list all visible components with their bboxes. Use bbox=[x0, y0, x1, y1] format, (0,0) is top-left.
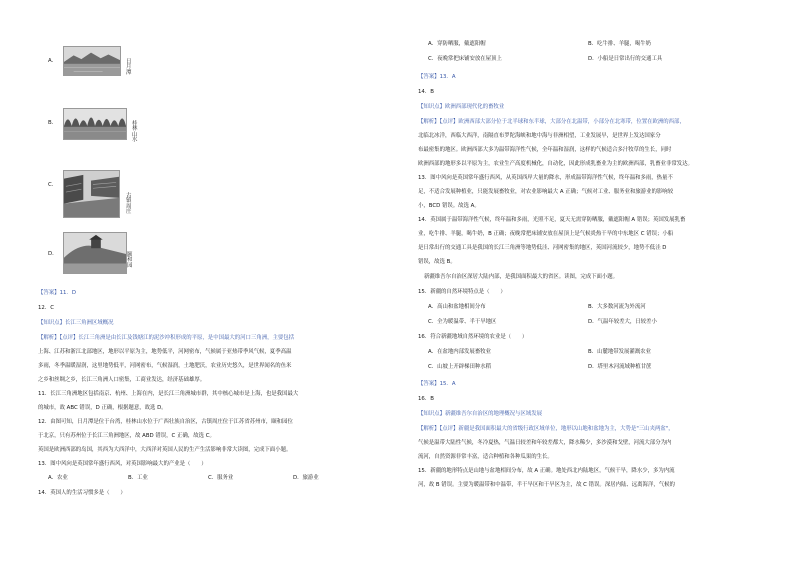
option-label: 日月潭 bbox=[126, 59, 132, 76]
question-14: 14．英国人的生活习惯多是（ ） bbox=[38, 490, 126, 496]
text-line: 小，BCD 错误。故选 A。 bbox=[418, 203, 480, 209]
knowledge-point-line: 【知识点】长江三角洲区域概况 bbox=[38, 320, 114, 326]
text-line: 14．英国属于温带海洋性气候，终年温和多雨，光照不足，夏天无需穿防晒服，戴遮阳帽 A 错误；英国发展乳畜 bbox=[418, 217, 686, 223]
text-line: 13．图中风向是英国常年盛行西风，从英国西岸大量的降水，形成温带海洋性气候，终年温和多雨，热量不 bbox=[418, 175, 673, 181]
lake-mountain-photo bbox=[63, 46, 121, 76]
analysis-line: 【解析】【点评】新疆是我国面积最大的省级行政区域单位，地形以山地和盆地为主，大势是"三山夹两盆"， bbox=[418, 426, 674, 432]
text-line: 15．新疆的地形特点是山地与盆地相间分布，故 A 正确。地处西北内陆地区，气候干旱，降水少，多为内流 bbox=[418, 468, 675, 474]
text-line: 欧洲西部的地形多以平原为主，农业生产高度机械化，自动化，因此形成乳畜业为主的欧洲西部，乳畜业非常发达。 bbox=[418, 161, 693, 167]
option-letter: D． bbox=[48, 251, 58, 257]
text-line: 多雨，冬季温暖湿润，这里地势低平，河网密布，气候湿润，土地肥沃，农业历史悠久，是世界闻名的鱼米 bbox=[38, 363, 292, 369]
text-line: 英国是欧洲西部的岛国，其西为大西洋中，大西洋对英国人民的生产生活影响非常大读图，完成下面小题。 bbox=[38, 447, 292, 453]
text-line: 16．B bbox=[418, 396, 434, 402]
text-line: 河，故 B 错误。主要为暖温带和中温带，半干旱区和干旱区为主，故 C 错误。深居内陆、远离海洋，气候的 bbox=[418, 482, 675, 488]
text-line: 北临北冰洋，西临大西洋，南隔直布罗陀海峡和地中海与非洲相望，工业发展早，是世界上发达国家分 bbox=[418, 133, 661, 139]
option-letter: A． bbox=[48, 58, 58, 64]
analysis-line: 【解析】【点评】长江三角洲是由长江及钱塘江的泥沙冲积形成的平原，是中国最大的河口三角洲，主要包括 bbox=[38, 335, 295, 341]
q16-option-c: C．山坡上开辟梯田种水稻 bbox=[428, 364, 492, 370]
q13-option-c: C．服务业 bbox=[208, 475, 234, 481]
q15-option-a: A．高山和盆地相间分布 bbox=[428, 304, 486, 310]
option-label: 桂林山水 bbox=[132, 121, 138, 144]
answer-line: 【答案】15．A bbox=[418, 381, 456, 387]
answer-line: 【答案】11．D bbox=[38, 290, 76, 296]
option-label: 颐和园 bbox=[127, 252, 133, 269]
text-line: 上海、江苏和浙江北部地区，地形以平原为主，地势低平，河网密布，气候属于亚热带季风气候，夏季高温 bbox=[38, 349, 292, 355]
q16-option-d: D．塔里木河流域种植甘蔗 bbox=[588, 364, 652, 370]
question-15: 15．新疆的自然环境特点是（ ） bbox=[418, 289, 506, 295]
text-line: 新疆维吾尔自治区深居大陆内部，是我国面积最大的省区。读图，完成下面小题。 bbox=[424, 274, 619, 280]
q15-option-d: D．气温年较差大，日较差小 bbox=[588, 319, 657, 325]
text-line: 足，不适合发展种植业，只能发展畜牧业，对农业影响最大 A 正确；气候对工业、服务业和旅游业的影响较 bbox=[418, 189, 674, 195]
q14-option-d: D．小船是日常出行的交通工具 bbox=[588, 56, 663, 62]
q16-option-a: A．在盆地内部发展畜牧业 bbox=[428, 349, 491, 355]
q15-option-c: C．全为暖温带、半干旱地区 bbox=[428, 319, 497, 325]
q13-option-d: D．旅游业 bbox=[293, 475, 319, 481]
option-letter: C． bbox=[48, 182, 58, 188]
q13-option-b: B．工业 bbox=[128, 475, 148, 481]
answer-line: 【答案】13．A bbox=[418, 74, 456, 80]
q14-option-a: A．穿防晒服，戴遮阳帽 bbox=[428, 41, 486, 47]
text-line: 11．长江三角洲地区包括南京、杭州、上海在内，是长江三角洲城市群，其中核心城市是上海，也是我国最大 bbox=[38, 391, 299, 397]
q14-option-c: C．夜晚常把床铺安放在屋顶上 bbox=[428, 56, 502, 62]
option-letter: B． bbox=[48, 120, 58, 126]
knowledge-point-line: 【知识点】欧洲西部现代化的畜牧业 bbox=[418, 104, 505, 110]
karst-river-photo bbox=[63, 108, 127, 140]
text-line: 的城市，故 ABC 错误，D 正确，根据题意，故选 D。 bbox=[38, 405, 167, 411]
summer-palace-photo bbox=[63, 232, 127, 274]
text-line: 布最密集的地区。欧洲西部大多为温带海洋性气候，全年温和湿润，这样的气候适合多汁牧草的生长，同时 bbox=[418, 147, 672, 153]
q14-option-b: B．吃牛排、羊腿，喝牛奶 bbox=[588, 41, 651, 47]
water-town-photo bbox=[63, 170, 120, 218]
text-line: 是日常出行的交通工具是我国的长江三角洲等地势低洼、河网密集的地区，英国河流较少，地势不低洼 D bbox=[418, 245, 667, 251]
text-line: 流河，自然资源非常丰富，适合种植和各种瓜果的生长。 bbox=[418, 454, 553, 460]
q16-option-b: B．山麓地带发展灌溉农业 bbox=[588, 349, 651, 355]
q15-option-b: B．大多数河流为外流河 bbox=[588, 304, 646, 310]
knowledge-point-line: 【知识点】新疆维吾尔自治区的地理概况与区域发展 bbox=[418, 411, 542, 417]
text-line: 12．C bbox=[38, 305, 55, 311]
text-line: 于北京，只有苏州位于长江三角洲地区，故 ABD 错误，C 正确，故选 C。 bbox=[38, 433, 215, 439]
analysis-line: 【解析】【点评】欧洲西部大部分位于北半球和东半球，大部分在北温带，小部分在北寒带，位置在欧洲的西部， bbox=[418, 119, 685, 125]
text-line: 错误，故选 B。 bbox=[418, 259, 456, 265]
text-line: 气候是温带大陆性气候，冬冷夏热，气温日较差和年较差都大，降水稀少，多沙漠和戈壁，河流大部分为内 bbox=[418, 440, 672, 446]
text-line: 14．B bbox=[418, 89, 434, 95]
question-13: 13．图中风向是英国常年盛行西风，对英国影响最大的产业是（ ） bbox=[38, 461, 207, 467]
text-line: 业，吃牛排、羊腿，喝牛奶，B 正确；夜晚常把床铺安放在屋顶上是气候炎热干旱的中东地区 C 错误；小船 bbox=[418, 231, 674, 237]
q13-option-a: A．农业 bbox=[48, 475, 68, 481]
text-line: 12．由图可知，日月潭是位于台湾，桂林山水位于广西壮族自治区，古镇周庄位于江苏省苏州市，颐和园位 bbox=[38, 419, 293, 425]
text-line: 之乡和丝绸之乡，长江三角洲人口密集，工商业发达，经济基础雄厚。 bbox=[38, 377, 206, 383]
option-label: 古镇周庄 bbox=[126, 193, 132, 216]
question-16: 16．符合新疆地域自然环境的农业是（ ） bbox=[418, 334, 528, 340]
